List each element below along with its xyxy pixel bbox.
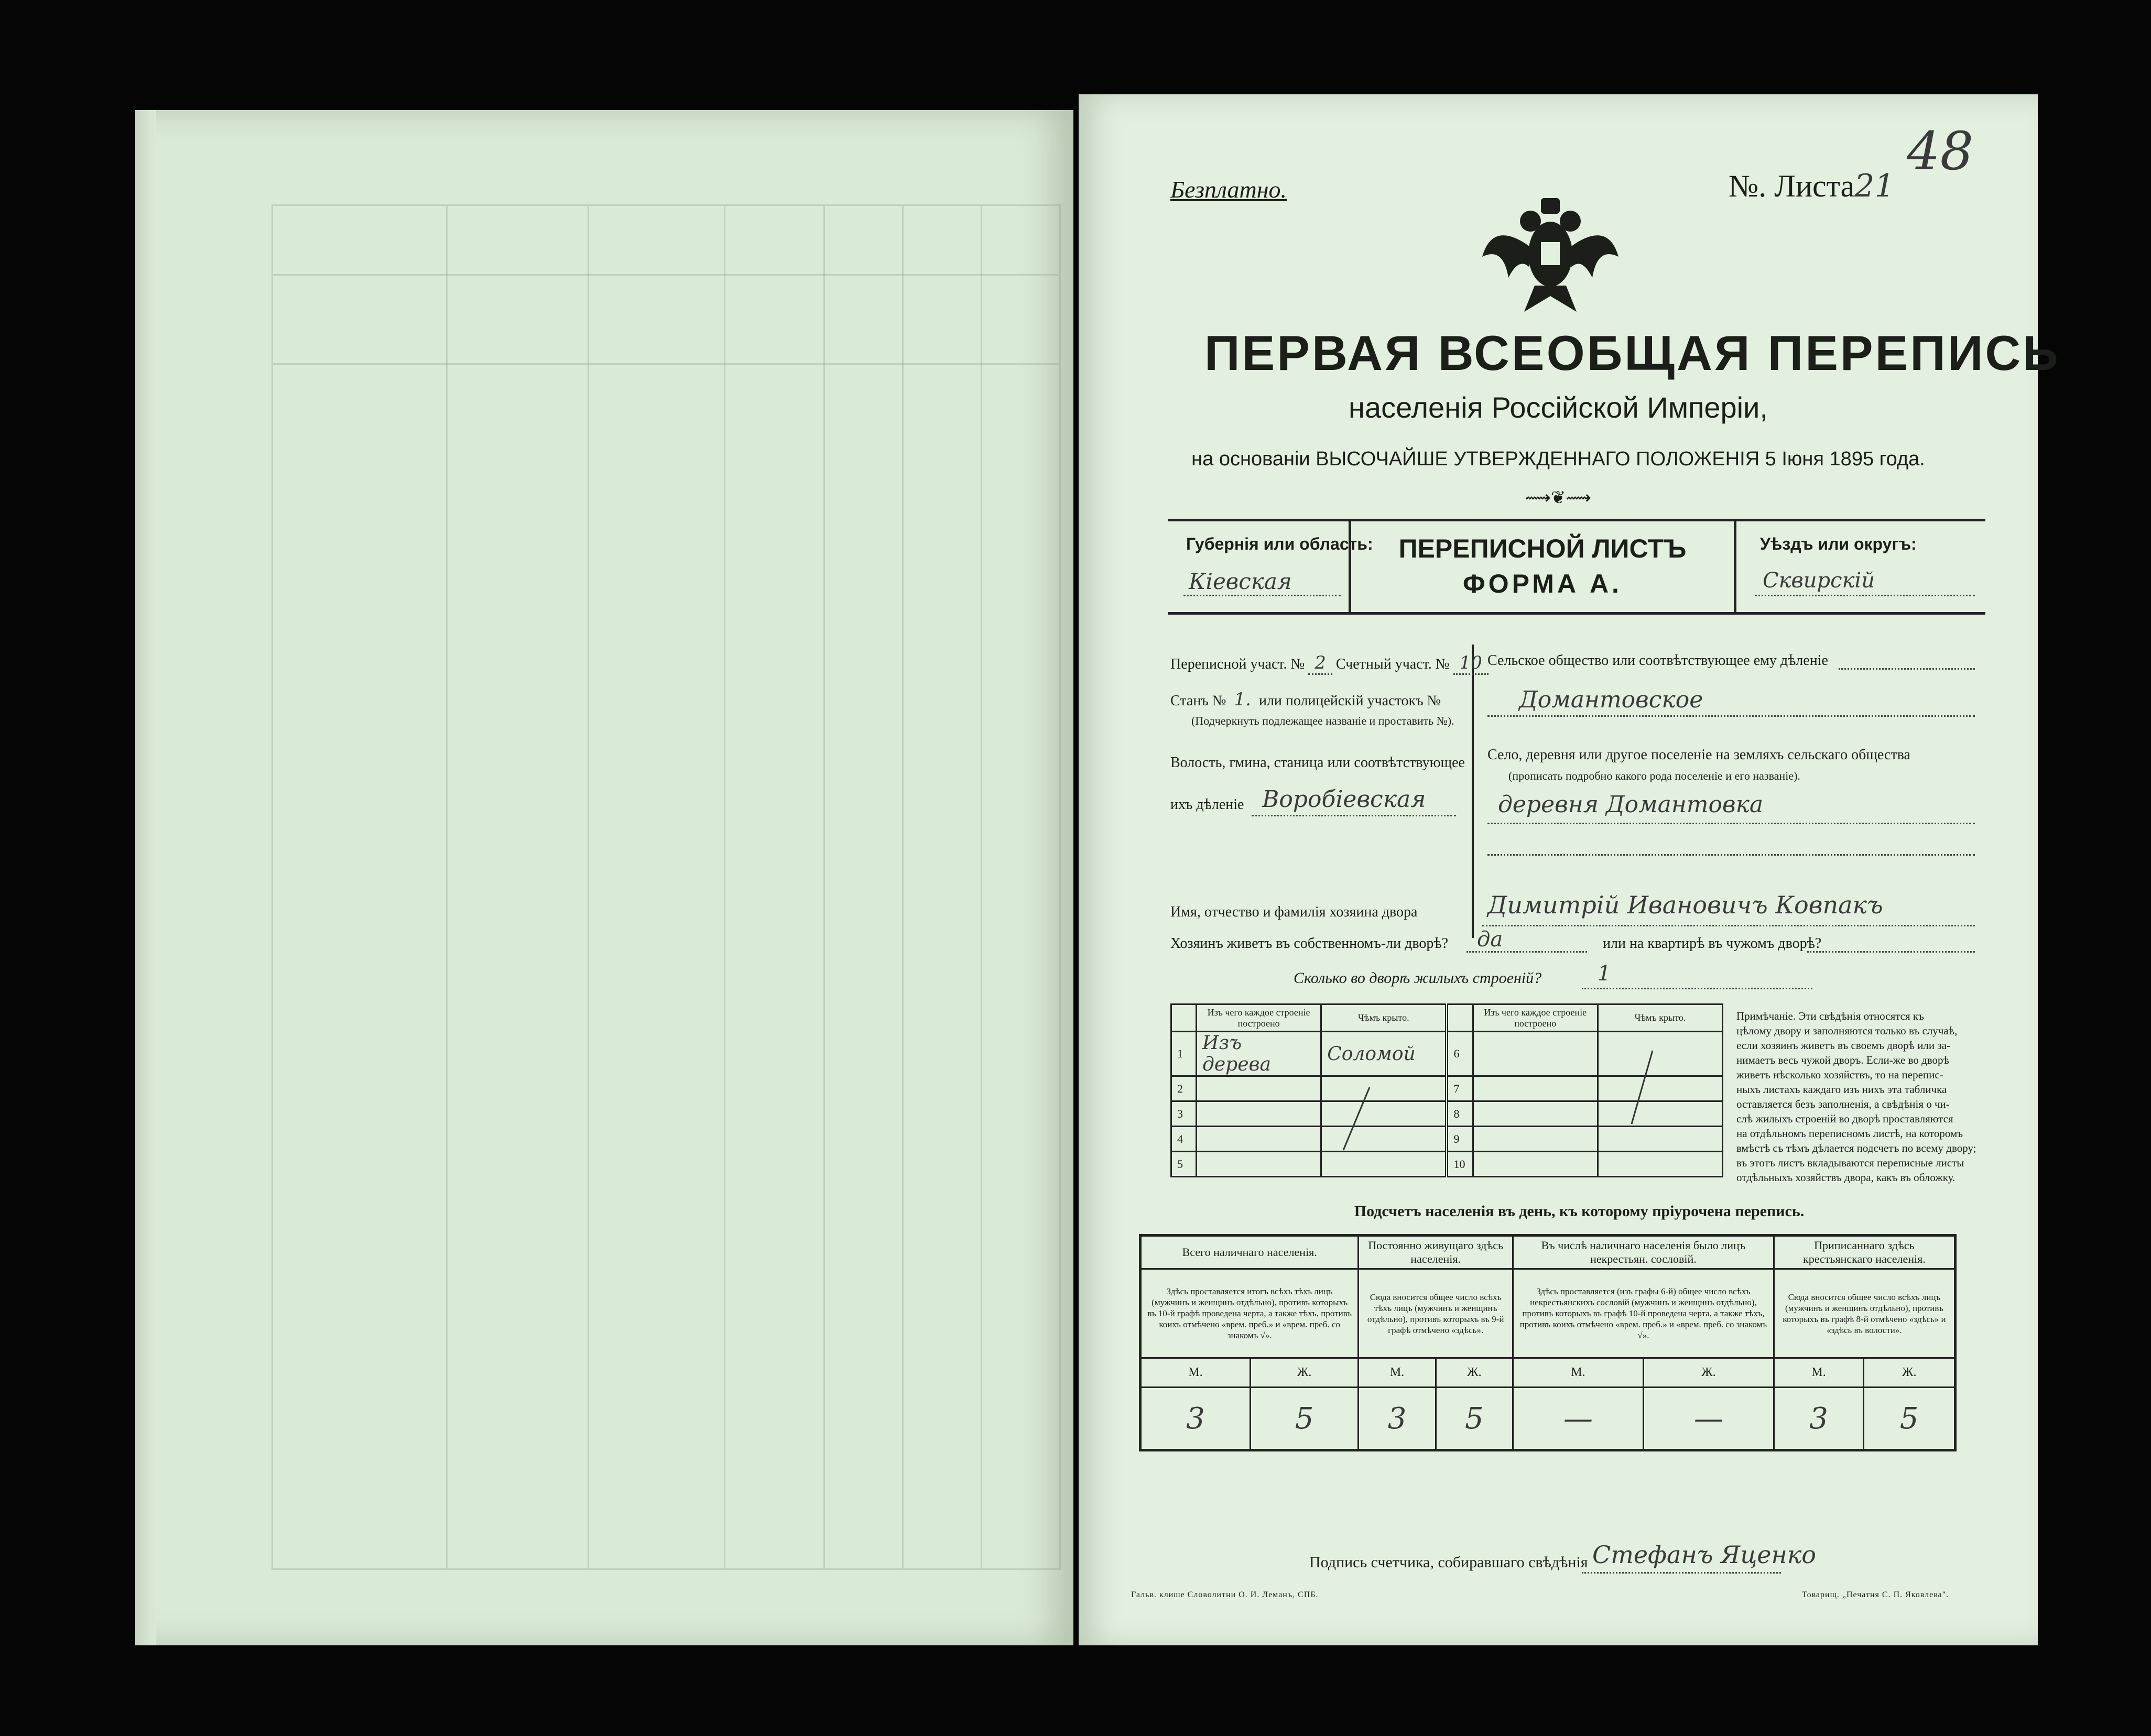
count-header: Всего наличнаго населенія. [1140,1236,1359,1269]
note-line: цѣлому двору и заполняются только въ случаѣ, [1736,1024,1958,1037]
roof-header: Чѣмъ крыто. [1598,1005,1722,1032]
row-number: 3 [1171,1101,1197,1127]
population-count-table [1139,1234,1957,1451]
village-label: Село, деревня или другое поселеніе на земляхъ сельскаго общества [1487,747,1910,763]
material-header: Изъ чего каждое строеніе построено [1473,1005,1598,1032]
village-note: (прописать подробно какого рода поселеніе и его названіе). [1508,769,1800,782]
sex-label: Ж. [1864,1358,1956,1388]
district-value: Сквирскій [1763,569,1875,593]
buildings-label: Сколько во дворѣ жилыхъ строеній? [1294,969,1542,987]
form-title: ПЕРЕПИСНОЙ ЛИСТЪ [1398,534,1687,563]
count-value: — [1643,1388,1774,1450]
note-line: если хозяинъ живетъ въ своемъ дворѣ или за- [1736,1039,1951,1052]
sex-label: М. [1513,1358,1644,1388]
buildings-line [1582,988,1812,989]
sex-label: Ж. [1643,1358,1774,1388]
lives-value: да [1477,927,1503,952]
district-label: Уѣздъ или округъ: [1760,534,1917,553]
society-label: Сельское общество или соотвѣтствующее ему дѣленіе [1487,652,1828,669]
owner-line [1482,925,1975,926]
note-line: на отдѣльномъ переписномъ листѣ, на которомъ [1736,1127,1963,1140]
count-header: Приписаннаго здѣсь крестьянскаго населенія. [1774,1236,1955,1269]
volost-label-2: ихъ дѣленіе [1170,796,1244,813]
header-rule-bottom [1168,612,1985,615]
village-line-2 [1487,854,1975,856]
lives-alt-label: или на квартирѣ въ чужомъ дворѣ? [1603,935,1822,952]
row-number: 8 [1447,1101,1473,1127]
free-label: Безплатно. [1170,176,1287,203]
sex-label: М. [1140,1358,1251,1388]
volost-label: Волость, гмина, станица или соотвѣтствующее [1170,755,1465,771]
note-line: Примѣчаніе. Эти свѣдѣнія относятся къ [1736,1010,1924,1022]
roof-header: Чѣмъ крыто. [1321,1005,1447,1032]
census-area-value: 2 [1308,652,1332,675]
note-line: живетъ нѣсколько хозяйствъ, то на перепис- [1736,1068,1943,1081]
society-line-2 [1487,715,1975,717]
page-number: 48 [1907,121,1974,182]
society-value: Домантовское [1519,686,1703,713]
lives-alt-line [1807,951,1975,953]
note-line: нимаетъ весь чужой дворъ. Если-же во дворѣ [1736,1054,1949,1066]
province-line [1183,595,1341,596]
note-line: оставляется безъ заполненія, а свѣдѣнія о чи- [1736,1098,1950,1110]
left-page [135,110,1073,1645]
owner-value: Димитрій Ивановичъ Ковпакъ [1487,891,1883,919]
count-value: 3 [1774,1388,1864,1450]
volost-line [1252,815,1456,816]
note-line: слѣ жилыхъ строеній во дворѣ проставляются [1736,1112,1953,1125]
village-line-1 [1487,823,1975,824]
sex-label: М. [1359,1358,1436,1388]
count-title: Подсчетъ населенія въ день, къ которому пріурочена перепись. [1354,1203,1805,1220]
owner-label: Имя, отчество и фамилія хозяина двора [1170,904,1418,920]
double-headed-eagle-emblem [1472,189,1629,314]
header-rule-top [1168,519,1985,521]
row-number: 1 [1171,1032,1197,1076]
count-value: 5 [1250,1388,1358,1450]
stan-row: Станъ № 1. или полицейскій участокъ № [1170,689,1441,710]
imprint-left: Гальв. клише Словолитни О. И. Леманъ, СПБ. [1131,1590,1319,1599]
count-description: Здѣсь проставляется (изъ графы 6-й) общее число всѣхъ некрестьянскихъ сословій (мужчинъ и женщинъ отдѣльно), противъ которыхъ въ графѣ 10-й проведена черта, а также тѣхъ, противъ коихъ отмѣчено «врем. преб.» и «врем. преб. со знакомъ √». [1513,1269,1774,1358]
basis-line: на основаніи ВЫСОЧАЙШЕ УТВЕРЖДЕННАГО ПОЛОЖЕНІЯ 5 Іюня 1895 года. [1191,448,1925,470]
form-subtitle: ФОРМА А. [1463,569,1622,598]
count-description: Сюда вносится общее число всѣхъ тѣхъ лицъ (мужчинъ и женщинъ отдѣльно), противъ которыхъ въ 9-й графѣ отмѣчено «здѣсь». [1359,1269,1513,1358]
row-number: 5 [1171,1152,1197,1177]
count-header: Постоянно живущаго здѣсь населенія. [1359,1236,1513,1269]
count-value: 3 [1140,1388,1251,1450]
location-divider [1472,645,1474,938]
lives-label: Хозяинъ живетъ въ собственномъ-ли дворѣ? [1170,935,1449,952]
society-line-1 [1839,668,1975,670]
underline-note: (Подчеркнуть подлежащее названіе и проставить №). [1191,714,1454,727]
count-description: Здѣсь проставляется итогъ всѣхъ тѣхъ лицъ (мужчинъ и женщинъ отдѣльно), противъ которыхъ въ 10-й графѣ проведена черта, а также тѣхъ, противъ коихъ отмѣчено «врем. преб.» и «врем. преб. со знакомъ √». [1140,1269,1359,1358]
sex-label: Ж. [1436,1358,1513,1388]
row-number: 7 [1447,1076,1473,1101]
sheet-no-value: 21 [1854,168,1895,204]
strike-lines [1170,1003,1723,1161]
row-number: 4 [1171,1127,1197,1152]
page-title: ПЕРВАЯ ВСЕОБЩАЯ ПЕРЕПИСЬ [1204,325,2060,380]
province-label: Губернія или область: [1186,534,1373,553]
sheet-no-label: №. Листа21 [1729,168,1895,204]
header-divider [1734,519,1736,613]
count-value: — [1513,1388,1644,1450]
ornament: ⟿❦⟿ [1525,488,1591,508]
page-edge [135,110,156,1645]
row-number: 2 [1171,1076,1197,1101]
village-value: деревня Домантовка [1498,791,1764,818]
sex-label: М. [1774,1358,1864,1388]
district-line [1755,595,1975,596]
volost-value: Воробіевская [1262,786,1426,813]
roof-cell: Соломой [1321,1032,1447,1076]
subtitle: населенія Россійской Имперіи, [1349,391,1768,424]
census-form-page [1079,94,2060,1645]
bleed-through-table [271,204,1061,1570]
imprint-right: Товарищ. „Печатня С. П. Яковлева". [1802,1590,1949,1599]
province-value: Кіевская [1189,569,1292,594]
material-cell: Изъ дерева [1197,1032,1321,1076]
note-line: ныхъ листахъ каждаго изъ нихъ эта табличка [1736,1083,1947,1096]
stan-value: 1. [1234,689,1251,710]
count-description: Сюда вносится общее число всѣхъ лицъ (мужчинъ и женщинъ отдѣльно), противъ которыхъ въ графѣ 8-й отмѣчено «здѣсь» и «здѣсь въ волости». [1774,1269,1955,1358]
signature-label: Подпись счетчика, собиравшаго свѣдѣнія [1309,1554,1588,1571]
census-area-row: Переписной участ. № 2 Счетный участ. № 10 [1170,652,1489,673]
count-value: 3 [1359,1388,1436,1450]
row-number: 9 [1447,1127,1473,1152]
count-value: 5 [1864,1388,1956,1450]
count-header: Въ числѣ наличнаго населенія было лицъ некрестьян. сословій. [1513,1236,1774,1269]
lives-line [1466,951,1587,953]
row-number: 10 [1447,1152,1473,1177]
note-line: отдѣльныхъ хозяйствъ двора, какъ въ обложку. [1736,1171,1956,1184]
signature-value: Стефанъ Яценко [1592,1541,1816,1569]
sex-label: Ж. [1250,1358,1358,1388]
note-line: вмѣстѣ съ тѣмъ дѣлается подсчетъ по всему двору; [1736,1142,1976,1154]
note-line: въ этотъ листъ вкладываются переписные листы [1736,1156,1964,1169]
buildings-value: 1 [1598,962,1611,986]
note-block [1736,1009,1976,1185]
header-divider [1349,519,1351,613]
signature-line [1582,1572,1781,1574]
row-number: 6 [1447,1032,1473,1076]
material-header: Изъ чего каждое строеніе построено [1197,1005,1321,1032]
count-area-value: 10 [1453,652,1489,675]
count-value: 5 [1436,1388,1513,1450]
